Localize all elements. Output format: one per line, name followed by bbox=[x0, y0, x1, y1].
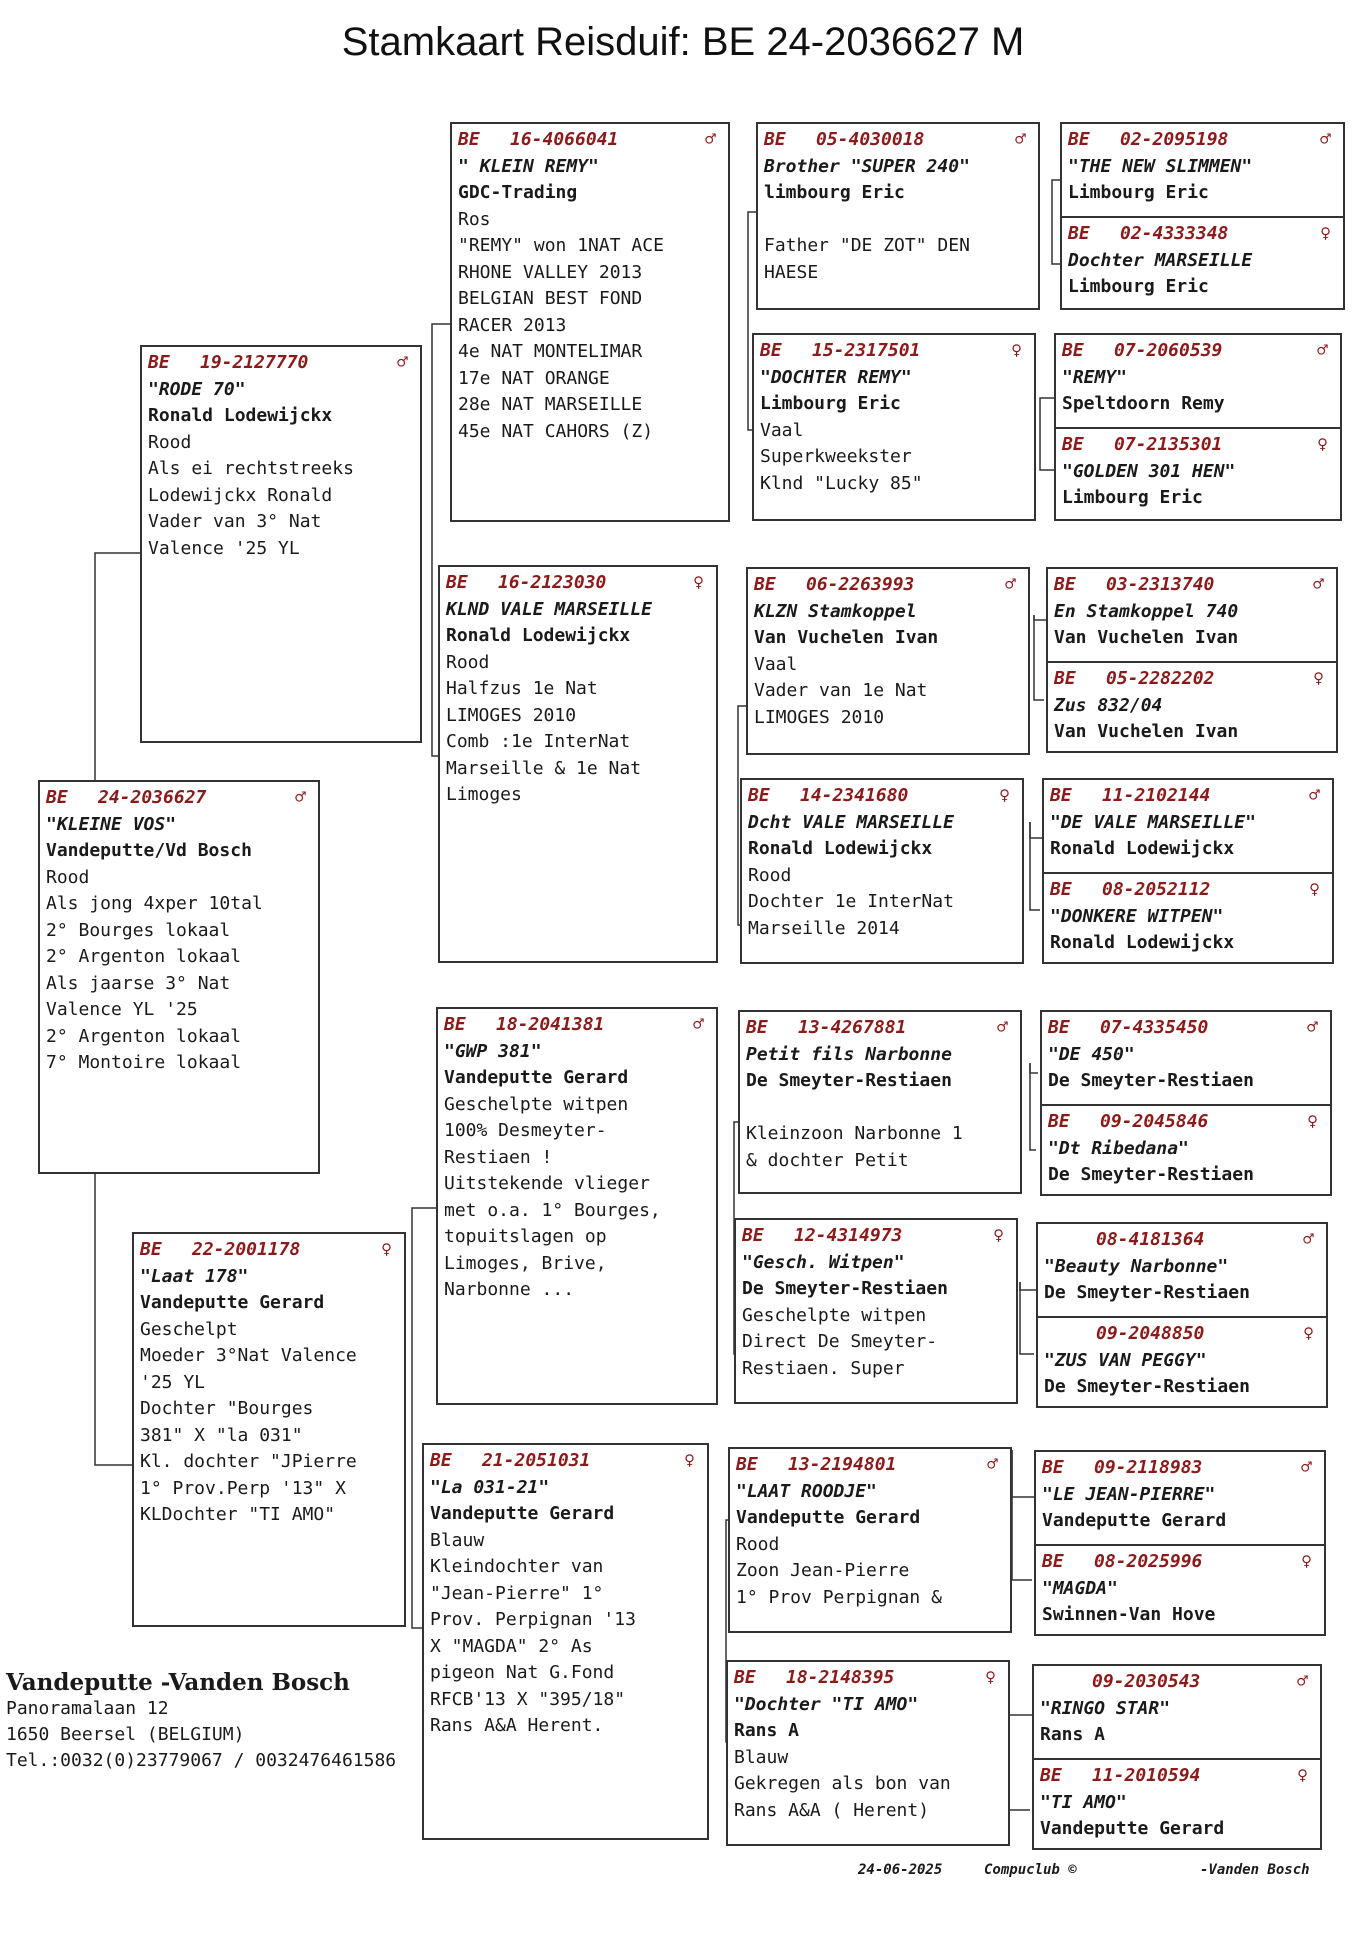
owner: Rans A bbox=[1040, 1724, 1106, 1745]
note-line: & dochter Petit bbox=[746, 1149, 909, 1171]
pigeon-card-ffm bbox=[752, 333, 1036, 521]
ring-header: BE 15-2317501 ♀ bbox=[760, 338, 1028, 365]
pigeon-card-mmf bbox=[728, 1447, 1012, 1633]
note-line: Comb :1e InterNat bbox=[446, 731, 631, 752]
pigeon-pair-card bbox=[1032, 1664, 1322, 1850]
note-line: Limoges, Brive, bbox=[444, 1252, 607, 1274]
owner: Vandeputte Gerard bbox=[444, 1067, 629, 1088]
note-line: Kleindochter van bbox=[430, 1556, 604, 1577]
owner: De Smeyter-Restiaen bbox=[1044, 1376, 1250, 1397]
pigeon-card-fmm bbox=[740, 778, 1024, 964]
owner: De Smeyter-Restiaen bbox=[746, 1070, 952, 1091]
note-line: Direct De Smeyter- bbox=[742, 1331, 938, 1352]
note-line: 2° Argenton lokaal bbox=[46, 1025, 242, 1047]
owner: Van Vuchelen Ivan bbox=[754, 627, 939, 648]
female-icon: ♀ bbox=[985, 1667, 996, 1688]
pigeon-name: En Stamkoppel 740 bbox=[1054, 600, 1239, 622]
note-line: Rood bbox=[446, 651, 490, 673]
female-icon: ♀ bbox=[1303, 1323, 1314, 1344]
ring-header: BE 03-2313740 ♂ bbox=[1054, 572, 1330, 599]
note-line: LIMOGES 2010 bbox=[754, 706, 885, 728]
pigeon-name: Dcht VALE MARSEILLE bbox=[748, 811, 954, 833]
owner: De Smeyter-Restiaen bbox=[1048, 1070, 1254, 1091]
note-line: Halfzus 1e Nat bbox=[446, 678, 598, 699]
owner: Limbourg Eric bbox=[1068, 182, 1209, 203]
ring-header: BE 11-2102144 ♂ bbox=[1050, 783, 1326, 810]
pigeon-name: Dochter MARSEILLE bbox=[1068, 249, 1253, 271]
note-line: RHONE VALLEY 2013 bbox=[458, 261, 643, 283]
pigeon-card-main bbox=[38, 780, 320, 1174]
note-line: Uitstekende vlieger bbox=[444, 1173, 650, 1194]
note-line: Rood bbox=[46, 866, 90, 888]
note-line: Rans A&A ( Herent) bbox=[734, 1799, 930, 1821]
footer-software: Compuclub © bbox=[984, 1862, 1077, 1878]
ring-header: BE 18-2041381 ♂ bbox=[444, 1012, 710, 1039]
male-icon: ♂ bbox=[1005, 574, 1016, 595]
note-line: HAESE bbox=[764, 261, 819, 283]
note-line: "REMY" won 1NAT ACE bbox=[458, 235, 664, 256]
note-line: Restiaen. Super bbox=[742, 1357, 905, 1379]
ring-header: 09-2048850 ♀ bbox=[1044, 1321, 1320, 1348]
note-line: Geschelpte witpen bbox=[444, 1093, 629, 1115]
footer-date: 24-06-2025 bbox=[858, 1862, 943, 1878]
owner: Speltdoorn Remy bbox=[1062, 393, 1225, 414]
pigeon-pair-card bbox=[1042, 778, 1334, 964]
note-line: pigeon Nat G.Fond bbox=[430, 1662, 615, 1683]
note-line: 7° Montoire lokaal bbox=[46, 1052, 242, 1073]
pigeon-name: "DE VALE MARSEILLE" bbox=[1050, 811, 1256, 833]
pigeon-name: "KLEINE VOS" bbox=[46, 813, 177, 835]
pigeon-name: "MAGDA" bbox=[1042, 1577, 1118, 1599]
note-line: Dochter 1e InterNat bbox=[748, 891, 954, 912]
pigeon-name: KLND VALE MARSEILLE bbox=[446, 598, 652, 620]
owner: De Smeyter-Restiaen bbox=[742, 1278, 948, 1299]
pigeon-name: KLZN Stamkoppel bbox=[754, 600, 917, 622]
ring-header: BE 07-2135301 ♀ bbox=[1062, 432, 1334, 459]
note-line: topuitslagen op bbox=[444, 1226, 607, 1247]
note-line: 1° Prov.Perp '13" X bbox=[140, 1477, 346, 1499]
pigeon-card-ff bbox=[450, 122, 730, 522]
note-line: RACER 2013 bbox=[458, 314, 567, 336]
note-line: 2° Argenton lokaal bbox=[46, 946, 242, 967]
male-icon: ♂ bbox=[1297, 1671, 1308, 1692]
owner: Limbourg Eric bbox=[1062, 487, 1203, 508]
male-icon: ♂ bbox=[1307, 1017, 1318, 1038]
note-line: Narbonne ... bbox=[444, 1279, 575, 1300]
ring-header: BE 13-4267881 ♂ bbox=[746, 1015, 1014, 1042]
note-line: 4e NAT MONTELIMAR bbox=[458, 341, 643, 362]
pigeon-name: "TI AMO" bbox=[1040, 1791, 1127, 1813]
ring-header: BE 14-2341680 ♀ bbox=[748, 783, 1016, 810]
pigeon-name: "Laat 178" bbox=[140, 1265, 249, 1287]
pigeon-card-mf bbox=[436, 1007, 718, 1405]
ring-header: BE 12-4314973 ♀ bbox=[742, 1223, 1010, 1250]
male-icon: ♂ bbox=[1320, 129, 1331, 150]
pigeon-pair-card bbox=[1046, 567, 1338, 753]
note-line: Prov. Perpignan '13 bbox=[430, 1609, 636, 1630]
female-icon: ♀ bbox=[999, 785, 1010, 806]
note-line: Kl. dochter "JPierre bbox=[140, 1451, 357, 1472]
ring-header: BE 09-2118983 ♂ bbox=[1042, 1455, 1318, 1482]
male-icon: ♂ bbox=[1303, 1229, 1314, 1250]
owner: Ronald Lodewijckx bbox=[446, 625, 631, 646]
note-line: Blauw bbox=[430, 1529, 485, 1551]
page-title: Stamkaart Reisduif: BE 24-2036627 M bbox=[341, 20, 1025, 64]
male-icon: ♂ bbox=[1015, 129, 1026, 150]
note-line: Limoges bbox=[446, 784, 522, 805]
male-icon: ♂ bbox=[705, 129, 716, 150]
owner: Limbourg Eric bbox=[1068, 276, 1209, 297]
pigeon-pair-card bbox=[1060, 122, 1345, 310]
note-line bbox=[764, 207, 1032, 234]
female-icon: ♀ bbox=[381, 1239, 392, 1260]
female-icon: ♀ bbox=[1309, 879, 1320, 900]
ring-header: BE 05-2282202 ♀ bbox=[1054, 666, 1330, 693]
female-icon: ♀ bbox=[993, 1225, 1004, 1246]
note-line: Vaal bbox=[754, 653, 798, 675]
note-line: "Jean-Pierre" 1° bbox=[430, 1582, 604, 1604]
ring-header: BE 18-2148395 ♀ bbox=[734, 1665, 1002, 1692]
pigeon-name: " KLEIN REMY" bbox=[458, 155, 599, 177]
female-icon: ♀ bbox=[1307, 1111, 1318, 1132]
note-line: Vader van 3° Nat bbox=[148, 511, 322, 532]
owner: Ronald Lodewijckx bbox=[148, 405, 333, 426]
note-line: 17e NAT ORANGE bbox=[458, 367, 610, 389]
ring-header: BE 07-2060539 ♂ bbox=[1062, 338, 1334, 365]
footer-breeder: -Vanden Bosch bbox=[1200, 1862, 1310, 1878]
male-icon: ♂ bbox=[997, 1017, 1008, 1038]
note-line: Vader van 1e Nat bbox=[754, 680, 928, 701]
note-line: Ros bbox=[458, 208, 491, 230]
pigeon-name: Zus 832/04 bbox=[1054, 694, 1163, 716]
note-line: Rood bbox=[736, 1533, 780, 1555]
pigeon-card-fm bbox=[438, 565, 718, 963]
female-icon: ♀ bbox=[693, 572, 704, 593]
pigeon-name: "GWP 381" bbox=[444, 1040, 542, 1062]
owner: Van Vuchelen Ivan bbox=[1054, 721, 1239, 742]
pigeon-name: "Dochter "TI AMO" bbox=[734, 1693, 919, 1715]
owner: GDC-Trading bbox=[458, 182, 578, 203]
note-line: Rood bbox=[748, 864, 792, 886]
pigeon-name: "DOCHTER REMY" bbox=[760, 366, 912, 388]
note-line: Marseille & 1e Nat bbox=[446, 757, 642, 779]
pigeon-pair-card bbox=[1036, 1222, 1328, 1408]
owner: Vandeputte Gerard bbox=[140, 1292, 325, 1313]
breeder-phone: Tel.:0032(0)23779067 / 0032476461586 bbox=[6, 1750, 397, 1771]
note-line: Klnd "Lucky 85" bbox=[760, 472, 923, 494]
note-line: Restiaen ! bbox=[444, 1146, 553, 1168]
note-line: RFCB'13 X "395/18" bbox=[430, 1688, 626, 1710]
ring-header: BE 13-2194801 ♂ bbox=[736, 1452, 1004, 1479]
female-icon: ♀ bbox=[1297, 1765, 1308, 1786]
male-icon: ♂ bbox=[1313, 574, 1324, 595]
pigeon-name: "Dt Ribedana" bbox=[1048, 1137, 1189, 1159]
note-line: Marseille 2014 bbox=[748, 917, 900, 939]
note-line: 1° Prov Perpignan & bbox=[736, 1586, 942, 1608]
owner: Limbourg Eric bbox=[760, 393, 901, 414]
pigeon-card-father bbox=[140, 345, 422, 743]
ring-header: BE 19-2127770 ♂ bbox=[148, 350, 414, 377]
pigeon-card-mmm bbox=[726, 1660, 1010, 1846]
owner: De Smeyter-Restiaen bbox=[1044, 1282, 1250, 1303]
note-line: Lodewijckx Ronald bbox=[148, 484, 333, 506]
note-line: met o.a. 1° Bourges, bbox=[444, 1199, 661, 1221]
ring-header: BE 06-2263993 ♂ bbox=[754, 572, 1022, 599]
note-line: Geschelpt bbox=[140, 1318, 238, 1340]
ring-header: BE 08-2052112 ♀ bbox=[1050, 877, 1326, 904]
ring-header: BE 05-4030018 ♂ bbox=[764, 127, 1032, 154]
ring-header: BE 16-4066041 ♂ bbox=[458, 127, 722, 154]
ring-header: BE 22-2001178 ♀ bbox=[140, 1237, 398, 1264]
owner: Ronald Lodewijckx bbox=[1050, 932, 1235, 953]
owner: limbourg Eric bbox=[764, 182, 905, 203]
breeder-info bbox=[6, 1670, 396, 1774]
owner: Ronald Lodewijckx bbox=[748, 838, 933, 859]
note-line: Rood bbox=[148, 431, 192, 453]
pigeon-name: "LAAT ROODJE" bbox=[736, 1480, 877, 1502]
note-line: Als ei rechtstreeks bbox=[148, 458, 354, 479]
female-icon: ♀ bbox=[1313, 668, 1324, 689]
owner: Vandeputte/Vd Bosch bbox=[46, 840, 252, 861]
pigeon-name: "Beauty Narbonne" bbox=[1044, 1255, 1229, 1277]
pigeon-name: "RODE 70" bbox=[148, 378, 246, 400]
male-icon: ♂ bbox=[987, 1454, 998, 1475]
owner: Vandeputte Gerard bbox=[430, 1503, 615, 1524]
note-line: Father "DE ZOT" DEN bbox=[764, 235, 970, 256]
note-line: Gekregen als bon van bbox=[734, 1773, 951, 1794]
pigeon-name: "DE 450" bbox=[1048, 1043, 1135, 1065]
note-line: 2° Bourges lokaal bbox=[46, 919, 231, 941]
owner: Ronald Lodewijckx bbox=[1050, 838, 1235, 859]
ring-header: BE 02-4333348 ♀ bbox=[1068, 221, 1337, 248]
ring-header: BE 24-2036627 ♂ bbox=[46, 785, 312, 812]
ring-header: BE 21-2051031 ♀ bbox=[430, 1448, 701, 1475]
note-line: Rans A&A Herent. bbox=[430, 1715, 604, 1736]
owner: Vandeputte Gerard bbox=[1042, 1510, 1227, 1531]
owner: Swinnen-Van Hove bbox=[1042, 1604, 1216, 1625]
male-icon: ♂ bbox=[1301, 1457, 1312, 1478]
note-line: LIMOGES 2010 bbox=[446, 704, 577, 726]
note-line: BELGIAN BEST FOND bbox=[458, 288, 643, 309]
owner: Vandeputte Gerard bbox=[1040, 1818, 1225, 1839]
pigeon-name: "REMY" bbox=[1062, 366, 1128, 388]
pigeon-name: "LE JEAN-PIERRE" bbox=[1042, 1483, 1216, 1505]
male-icon: ♂ bbox=[295, 787, 306, 808]
ring-header: BE 11-2010594 ♀ bbox=[1040, 1763, 1314, 1790]
note-line: Zoon Jean-Pierre bbox=[736, 1560, 910, 1581]
note-line: '25 YL bbox=[140, 1371, 206, 1393]
pigeon-card-fmf bbox=[746, 567, 1030, 755]
ring-header: BE 07-4335450 ♂ bbox=[1048, 1015, 1324, 1042]
note-line: Valence YL '25 bbox=[46, 999, 198, 1020]
male-icon: ♂ bbox=[1309, 785, 1320, 806]
pigeon-name: "GOLDEN 301 HEN" bbox=[1062, 460, 1236, 482]
female-icon: ♀ bbox=[1301, 1551, 1312, 1572]
pigeon-pair-card bbox=[1054, 333, 1342, 521]
male-icon: ♂ bbox=[693, 1014, 704, 1035]
owner: De Smeyter-Restiaen bbox=[1048, 1164, 1254, 1185]
pigeon-name: Petit fils Narbonne bbox=[746, 1043, 952, 1065]
note-line bbox=[746, 1095, 1014, 1122]
note-line: Moeder 3°Nat Valence bbox=[140, 1345, 357, 1366]
owner: Rans A bbox=[734, 1720, 800, 1741]
note-line: 28e NAT MARSEILLE bbox=[458, 394, 643, 415]
note-line: X "MAGDA" 2° As bbox=[430, 1635, 593, 1657]
pigeon-card-mother bbox=[132, 1232, 406, 1627]
pigeon-card-mfm bbox=[734, 1218, 1018, 1404]
ring-header: BE 02-2095198 ♂ bbox=[1068, 127, 1337, 154]
pigeon-card-fff bbox=[756, 122, 1040, 310]
male-icon: ♂ bbox=[1317, 340, 1328, 361]
note-line: Als jaarse 3° Nat bbox=[46, 972, 231, 994]
note-line: Geschelpte witpen bbox=[742, 1304, 927, 1326]
female-icon: ♀ bbox=[1320, 223, 1331, 244]
pigeon-name: "RINGO STAR" bbox=[1040, 1697, 1171, 1719]
pigeon-name: Brother "SUPER 240" bbox=[764, 155, 970, 177]
pigeon-name: "THE NEW SLIMMEN" bbox=[1068, 155, 1253, 177]
ring-header: 09-2030543 ♂ bbox=[1040, 1669, 1314, 1696]
note-line: KLDochter "TI AMO" bbox=[140, 1504, 336, 1525]
note-line: Blauw bbox=[734, 1746, 789, 1768]
female-icon: ♀ bbox=[684, 1450, 695, 1471]
pigeon-card-mm bbox=[422, 1443, 709, 1840]
note-line: 100% Desmeyter- bbox=[444, 1120, 607, 1141]
note-line: 381" X "la 031" bbox=[140, 1424, 303, 1446]
pigeon-pair-card bbox=[1034, 1450, 1326, 1636]
female-icon: ♀ bbox=[1317, 434, 1328, 455]
note-line: Valence '25 YL bbox=[148, 537, 300, 559]
breeder-address: Panoramalaan 12 bbox=[6, 1698, 169, 1719]
pigeon-pair-card bbox=[1040, 1010, 1332, 1196]
note-line: Dochter "Bourges bbox=[140, 1398, 314, 1419]
ring-header: BE 08-2025996 ♀ bbox=[1042, 1549, 1318, 1576]
owner: Van Vuchelen Ivan bbox=[1054, 627, 1239, 648]
ring-header: BE 09-2045846 ♀ bbox=[1048, 1109, 1324, 1136]
breeder-name: Vandeputte -Vanden Bosch bbox=[6, 1669, 350, 1696]
pigeon-card-mff bbox=[738, 1010, 1022, 1194]
pigeon-name: "La 031-21" bbox=[430, 1476, 550, 1498]
pigeon-name: "ZUS VAN PEGGY" bbox=[1044, 1349, 1207, 1371]
pigeon-name: "DONKERE WITPEN" bbox=[1050, 905, 1224, 927]
pigeon-name: "Gesch. Witpen" bbox=[742, 1251, 905, 1273]
ring-header: BE 16-2123030 ♀ bbox=[446, 570, 710, 597]
note-line: Als jong 4xper 10tal bbox=[46, 893, 263, 914]
male-icon: ♂ bbox=[397, 352, 408, 373]
note-line: 45e NAT CAHORS (Z) bbox=[458, 420, 654, 442]
breeder-city: 1650 Beersel (BELGIUM) bbox=[6, 1724, 245, 1745]
ring-header: 08-4181364 ♂ bbox=[1044, 1227, 1320, 1254]
owner: Vandeputte Gerard bbox=[736, 1507, 921, 1528]
female-icon: ♀ bbox=[1011, 340, 1022, 361]
note-line: Kleinzoon Narbonne 1 bbox=[746, 1123, 963, 1144]
note-line: Superkweekster bbox=[760, 446, 912, 467]
note-line: Vaal bbox=[760, 419, 804, 441]
